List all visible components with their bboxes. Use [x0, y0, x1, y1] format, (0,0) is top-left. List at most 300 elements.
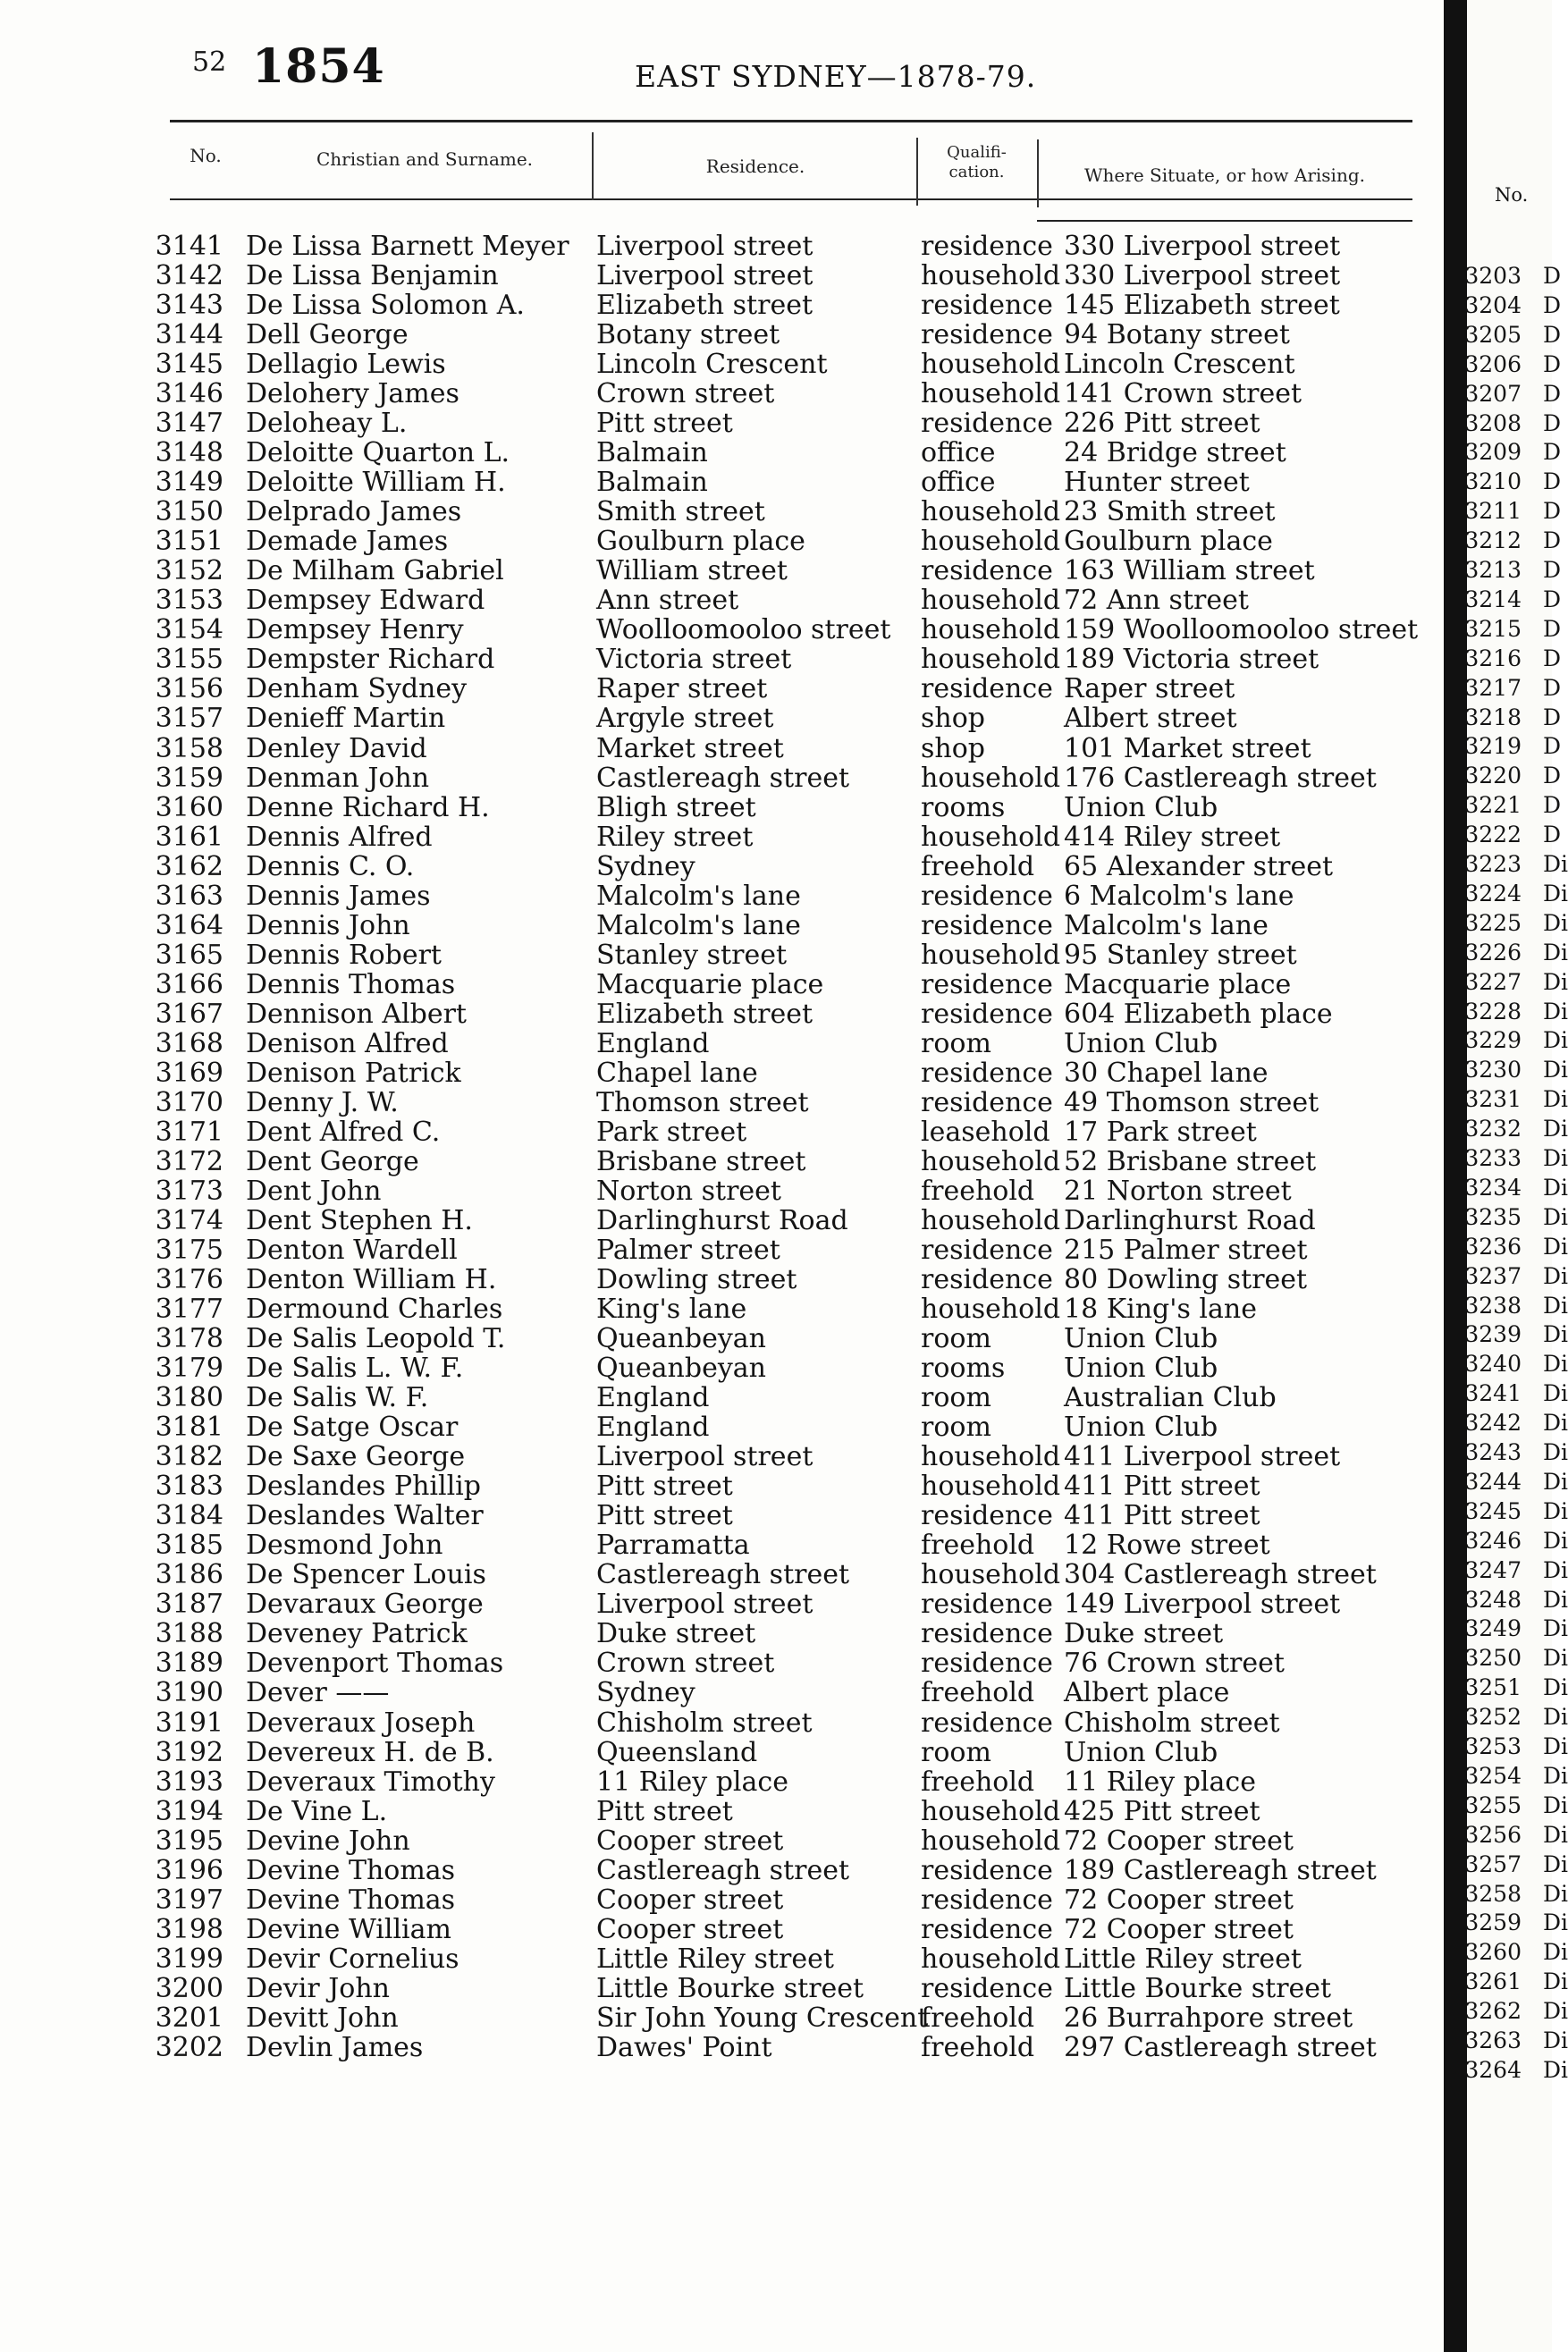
- entry-residence: William street: [596, 555, 788, 587]
- entry-number: 3173: [155, 1175, 223, 1207]
- adjacent-row: [1463, 763, 1561, 788]
- table-row: [0, 1707, 1444, 1737]
- entry-number: 3161: [155, 821, 223, 853]
- table-row: [0, 1766, 1444, 1796]
- entry-qualification: household: [921, 821, 1061, 853]
- entry-qualification: household: [921, 1943, 1061, 1975]
- adjacent-entry-number: 3243: [1464, 1439, 1522, 1465]
- entry-where: 159 Woolloomooloo street: [1064, 614, 1419, 646]
- entry-where: Albert street: [1064, 703, 1237, 735]
- table-row: [0, 1796, 1444, 1825]
- adjacent-row: [1463, 969, 1568, 995]
- entry-qualification: residence: [921, 1589, 1053, 1621]
- entry-residence: Woolloomooloo street: [596, 614, 891, 646]
- adjacent-row: [1463, 1998, 1568, 2024]
- entry-name: De Salis L. W. F.: [246, 1353, 464, 1385]
- table-row: [0, 881, 1444, 910]
- entry-where: Union Club: [1064, 1353, 1218, 1385]
- adjacent-row: [1463, 1116, 1568, 1142]
- column-divider: [1037, 139, 1039, 207]
- entry-qualification: residence: [921, 1854, 1053, 1886]
- entry-where: 101 Market street: [1064, 732, 1311, 764]
- entry-qualification: household: [921, 644, 1061, 676]
- entry-residence: Market street: [596, 732, 784, 764]
- adjacent-row: [1463, 527, 1561, 553]
- entry-qualification: household: [921, 1441, 1061, 1473]
- entry-number: 3147: [155, 408, 223, 440]
- entry-residence: Palmer street: [596, 1235, 780, 1267]
- entry-name: Denman John: [246, 762, 430, 794]
- adjacent-entry-initial: D: [1543, 527, 1562, 554]
- entry-residence: Sir John Young Crescent: [596, 2002, 929, 2034]
- entry-where: Goulburn place: [1064, 526, 1273, 558]
- entry-residence: Norton street: [596, 1175, 781, 1207]
- entry-where: 425 Pitt street: [1064, 1795, 1260, 1827]
- entry-name: Dellagio Lewis: [246, 349, 446, 381]
- adjacent-entry-initial: Di: [1543, 1321, 1568, 1348]
- entry-where: 12 Rowe street: [1064, 1530, 1270, 1562]
- entry-residence: Liverpool street: [596, 1589, 814, 1621]
- entry-qualification: leasehold: [921, 1116, 1050, 1148]
- entry-qualification: household: [921, 762, 1061, 794]
- header-where: Where Situate, or how Arising.: [1083, 164, 1365, 186]
- entry-where: 149 Liverpool street: [1064, 1589, 1341, 1621]
- adjacent-row: [1463, 1557, 1568, 1583]
- table-row: [0, 585, 1444, 617]
- entry-name: De Spencer Louis: [246, 1559, 486, 1591]
- entry-number: 3167: [155, 998, 223, 1030]
- entry-where: Union Club: [1064, 1027, 1218, 1059]
- header-qualification: Qualifi-cation.: [947, 143, 1007, 181]
- table-row: [0, 1618, 1444, 1648]
- entry-residence: Pitt street: [596, 1795, 733, 1827]
- adjacent-row: [1463, 1234, 1568, 1260]
- entry-name: Dennis C. O.: [246, 850, 415, 882]
- entry-where: Union Club: [1064, 1323, 1218, 1355]
- entry-residence: England: [596, 1027, 710, 1059]
- table-row: [0, 1353, 1444, 1385]
- entry-name: De Saxe George: [246, 1441, 466, 1473]
- entry-where: 76 Crown street: [1064, 1648, 1285, 1680]
- entry-qualification: residence: [921, 1648, 1053, 1680]
- entry-where: 304 Castlereagh street: [1064, 1559, 1377, 1591]
- entry-where: Darlinghurst Road: [1064, 1204, 1316, 1236]
- table-row: [0, 1471, 1444, 1503]
- adjacent-entry-number: 3232: [1464, 1116, 1522, 1142]
- entry-qualification: residence: [921, 909, 1053, 941]
- entry-residence: Victoria street: [596, 644, 792, 676]
- entry-qualification: rooms: [921, 1353, 1006, 1385]
- table-row: [0, 408, 1444, 440]
- adjacent-entry-initial: Di: [1543, 880, 1568, 906]
- adjacent-row: [1463, 1939, 1568, 1965]
- entry-name: Denison Alfred: [246, 1027, 449, 1059]
- adjacent-row: [1463, 1351, 1568, 1377]
- table-row: [0, 319, 1444, 349]
- adjacent-entry-number: 3209: [1464, 439, 1522, 466]
- table-row: [0, 260, 1444, 290]
- adjacent-entry-number: 3217: [1464, 674, 1522, 701]
- entry-name: Deslandes Walter: [246, 1500, 484, 1532]
- adjacent-entry-initial: Di: [1543, 909, 1568, 936]
- adjacent-row: [1463, 1380, 1568, 1406]
- entry-name: Denieff Martin: [246, 703, 446, 735]
- adjacent-entry-initial: D: [1543, 291, 1562, 318]
- adjacent-entry-number: 3253: [1464, 1733, 1522, 1759]
- adjacent-entry-number: 3255: [1464, 1791, 1522, 1818]
- entry-where: 189 Castlereagh street: [1064, 1854, 1377, 1886]
- entry-name: Desmond John: [246, 1530, 443, 1562]
- adjacent-row: [1463, 1263, 1568, 1289]
- table-row: [0, 1235, 1444, 1267]
- entry-number: 3172: [155, 1145, 223, 1177]
- entry-name: Devir John: [246, 1972, 390, 2004]
- entry-number: 3142: [155, 260, 223, 292]
- entry-name: Denton Wardell: [246, 1235, 458, 1267]
- adjacent-row: [1463, 1822, 1568, 1848]
- adjacent-entry-number: 3240: [1464, 1351, 1522, 1378]
- entry-number: 3201: [155, 2002, 223, 2034]
- table-row: [0, 467, 1444, 499]
- table-row: [0, 1323, 1444, 1353]
- adjacent-entry-initial: Di: [1543, 1497, 1568, 1524]
- entry-where: 18 King's lane: [1064, 1294, 1257, 1326]
- column-divider: [592, 132, 594, 200]
- adjacent-row: [1463, 322, 1561, 348]
- table-row: [0, 1205, 1444, 1235]
- entry-residence: Bligh street: [596, 791, 756, 823]
- entry-number: 3181: [155, 1412, 223, 1444]
- entry-qualification: household: [921, 526, 1061, 558]
- table-row: [0, 1737, 1444, 1766]
- adjacent-entry-initial: Di: [1543, 1116, 1568, 1142]
- entry-number: 3183: [155, 1471, 223, 1503]
- adjacent-entry-number: 3224: [1464, 880, 1522, 906]
- entry-qualification: residence: [921, 673, 1053, 705]
- adjacent-entry-number: 3206: [1464, 350, 1522, 377]
- adjacent-entry-number: 3234: [1464, 1174, 1522, 1201]
- entry-residence: Goulburn place: [596, 526, 805, 558]
- entry-residence: Balmain: [596, 467, 708, 499]
- adjacent-entry-initial: Di: [1543, 1968, 1568, 1995]
- adjacent-entry-initial: Di: [1543, 1145, 1568, 1171]
- entry-residence: Chisholm street: [596, 1707, 813, 1739]
- adjacent-entry-number: 3207: [1464, 380, 1522, 407]
- entry-name: De Satge Oscar: [246, 1412, 459, 1444]
- entry-name: Denison Patrick: [246, 1057, 461, 1089]
- table-row: [0, 969, 1444, 999]
- entry-qualification: residence: [921, 1086, 1053, 1118]
- adjacent-entry-initial: D: [1543, 468, 1562, 495]
- entry-residence: Brisbane street: [596, 1145, 806, 1177]
- entry-qualification: residence: [921, 1500, 1053, 1532]
- adjacent-row: [1463, 881, 1568, 906]
- table-row: [0, 437, 1444, 467]
- entry-name: Deveney Patrick: [246, 1618, 468, 1650]
- entry-qualification: household: [921, 1145, 1061, 1177]
- adjacent-entry-initial: D: [1543, 586, 1562, 612]
- entry-where: 72 Cooper street: [1064, 1913, 1294, 1945]
- entry-number: 3182: [155, 1441, 223, 1473]
- adjacent-row: [1463, 1321, 1568, 1347]
- entry-number: 3166: [155, 968, 223, 1000]
- table-row: [0, 378, 1444, 408]
- entry-residence: Chapel lane: [596, 1057, 758, 1089]
- adjacent-row: [1463, 557, 1561, 583]
- entry-name: De Lissa Barnett Meyer: [246, 231, 569, 262]
- entry-number: 3180: [155, 1382, 223, 1414]
- entry-qualification: freehold: [921, 1766, 1035, 1798]
- adjacent-row: [1463, 263, 1561, 289]
- table-row: [0, 1500, 1444, 1530]
- adjacent-row: [1463, 792, 1561, 818]
- entry-name: Devine Thomas: [246, 1884, 456, 1916]
- entry-name: Demade James: [246, 526, 449, 558]
- header-name: Christian and Surname.: [316, 148, 534, 170]
- entry-number: 3170: [155, 1086, 223, 1118]
- table-row: [0, 1058, 1444, 1087]
- entry-residence: Stanley street: [596, 939, 788, 971]
- entry-residence: Ann street: [596, 585, 739, 617]
- entry-where: 24 Bridge street: [1064, 437, 1286, 469]
- adjacent-entry-initial: D: [1543, 822, 1562, 848]
- adjacent-entry-initial: Di: [1543, 1292, 1568, 1319]
- entry-where: Little Bourke street: [1064, 1972, 1332, 2004]
- entry-where: 414 Riley street: [1064, 821, 1281, 853]
- entry-number: 3163: [155, 880, 223, 912]
- adjacent-entry-initial: Di: [1543, 1615, 1568, 1642]
- adjacent-entry-initial: D: [1543, 263, 1562, 289]
- entry-residence: Elizabeth street: [596, 998, 814, 1030]
- adjacent-entry-number: 3247: [1464, 1556, 1522, 1583]
- table-row: [0, 1264, 1444, 1294]
- entry-where: 163 William street: [1064, 555, 1315, 587]
- entry-where: 30 Chapel lane: [1064, 1057, 1269, 1089]
- adjacent-entry-number: 3237: [1464, 1262, 1522, 1289]
- adjacent-entry-initial: Di: [1543, 1586, 1568, 1613]
- adjacent-row: [1463, 351, 1561, 377]
- adjacent-entry-initial: Di: [1543, 1262, 1568, 1289]
- adjacent-entry-initial: D: [1543, 439, 1562, 466]
- entry-where: 21 Norton street: [1064, 1175, 1292, 1207]
- adjacent-entry-number: 3238: [1464, 1292, 1522, 1319]
- adjacent-entry-number: 3249: [1464, 1615, 1522, 1642]
- adjacent-row: [1463, 1763, 1568, 1789]
- adjacent-row: [1463, 1498, 1568, 1524]
- entry-qualification: household: [921, 614, 1061, 646]
- adjacent-entry-initial: Di: [1543, 1351, 1568, 1378]
- adjacent-entry-number: 3244: [1464, 1468, 1522, 1495]
- adjacent-entry-initial: Di: [1543, 1909, 1568, 1936]
- entry-where: 23 Smith street: [1064, 496, 1276, 528]
- adjacent-row: [1463, 2057, 1568, 2083]
- adjacent-row: [1463, 2027, 1568, 2053]
- header-bottom-rule: [170, 198, 1412, 200]
- adjacent-row: [1463, 733, 1561, 759]
- entry-number: 3202: [155, 2031, 223, 2063]
- adjacent-entry-initial: Di: [1543, 1086, 1568, 1113]
- entry-residence: Queanbeyan: [596, 1323, 766, 1355]
- table-row: [0, 2002, 1444, 2032]
- adjacent-entry-number: 3246: [1464, 1527, 1522, 1554]
- entry-where: 72 Ann street: [1064, 585, 1249, 617]
- entry-number: 3187: [155, 1589, 223, 1621]
- entry-residence: Botany street: [596, 319, 780, 351]
- entry-name: Devlin James: [246, 2031, 424, 2063]
- entry-residence: Cooper street: [596, 1913, 784, 1945]
- adjacent-row: [1463, 1528, 1568, 1554]
- table-row: [0, 1028, 1444, 1058]
- entry-residence: Sydney: [596, 1677, 695, 1709]
- adjacent-row: [1463, 1204, 1568, 1230]
- entry-name: Devine Thomas: [246, 1854, 456, 1886]
- entry-where: 80 Dowling street: [1064, 1264, 1308, 1296]
- adjacent-row: [1463, 940, 1568, 965]
- adjacent-entry-initial: D: [1543, 498, 1562, 525]
- adjacent-entry-number: 3228: [1464, 998, 1522, 1024]
- entry-name: De Milham Gabriel: [246, 555, 504, 587]
- entry-name: Dempster Richard: [246, 644, 495, 676]
- adjacent-row: [1463, 1909, 1568, 1935]
- adjacent-entry-number: 3257: [1464, 1850, 1522, 1877]
- entry-residence: Malcolm's lane: [596, 880, 801, 912]
- adjacent-entry-number: 3212: [1464, 527, 1522, 554]
- adjacent-entry-number: 3239: [1464, 1321, 1522, 1348]
- adjacent-row: [1463, 1704, 1568, 1730]
- entry-name: Dennis James: [246, 880, 431, 912]
- entry-qualification: residence: [921, 408, 1053, 440]
- table-row: [0, 910, 1444, 940]
- entry-where: Duke street: [1064, 1618, 1224, 1650]
- adjacent-row: [1463, 1968, 1568, 1994]
- entry-where: Little Riley street: [1064, 1943, 1302, 1975]
- entry-name: Dent Alfred C.: [246, 1116, 441, 1148]
- entry-residence: Queanbeyan: [596, 1353, 766, 1385]
- adjacent-entry-initial: Di: [1543, 998, 1568, 1024]
- adjacent-entry-number: 3259: [1464, 1909, 1522, 1936]
- entry-number: 3196: [155, 1854, 223, 1886]
- entry-number: 3179: [155, 1353, 223, 1385]
- entry-name: Deloitte Quarton L.: [246, 437, 510, 469]
- entry-name: Denham Sydney: [246, 673, 468, 705]
- entry-number: 3145: [155, 349, 223, 381]
- entry-number: 3162: [155, 850, 223, 882]
- entry-qualification: freehold: [921, 850, 1035, 882]
- entry-qualification: household: [921, 260, 1061, 292]
- adjacent-row: [1463, 410, 1561, 436]
- entry-residence: 11 Riley place: [596, 1766, 788, 1798]
- entry-where: 176 Castlereagh street: [1064, 762, 1377, 794]
- entry-name: Dennis Alfred: [246, 821, 433, 853]
- entry-qualification: residence: [921, 880, 1053, 912]
- table-row: [0, 1648, 1444, 1680]
- adjacent-entry-number: 3210: [1464, 468, 1522, 495]
- entry-where: 604 Elizabeth place: [1064, 998, 1333, 1030]
- adjacent-entry-initial: Di: [1543, 2056, 1568, 2083]
- entry-qualification: freehold: [921, 1677, 1035, 1709]
- entry-residence: Little Riley street: [596, 1943, 834, 1975]
- entry-number: 3192: [155, 1736, 223, 1768]
- adjacent-entry-initial: Di: [1543, 939, 1568, 965]
- entry-residence: Argyle street: [596, 703, 774, 735]
- entry-qualification: household: [921, 939, 1061, 971]
- table-row: [0, 1825, 1444, 1855]
- entry-residence: Duke street: [596, 1618, 756, 1650]
- entry-where: 215 Palmer street: [1064, 1235, 1308, 1267]
- entry-name: Denny J. W.: [246, 1086, 399, 1118]
- entry-number: 3186: [155, 1559, 223, 1591]
- table-row: [0, 792, 1444, 822]
- table-row: [0, 1412, 1444, 1444]
- adjacent-row: [1463, 910, 1568, 936]
- adjacent-entry-initial: D: [1543, 615, 1562, 642]
- adjacent-entry-initial: Di: [1543, 1821, 1568, 1848]
- entry-number: 3177: [155, 1294, 223, 1326]
- adjacent-entry-number: 3214: [1464, 586, 1522, 612]
- entry-number: 3198: [155, 1913, 223, 1945]
- entry-residence: Crown street: [596, 1648, 775, 1680]
- entry-qualification: rooms: [921, 791, 1006, 823]
- entry-number: 3174: [155, 1204, 223, 1236]
- entry-residence: Dowling street: [596, 1264, 797, 1296]
- entry-number: 3149: [155, 467, 223, 499]
- adjacent-entry-initial: D: [1543, 792, 1562, 819]
- adjacent-row: [1463, 1674, 1568, 1700]
- header-top-rule: [170, 120, 1412, 122]
- table-row: [0, 1914, 1444, 1943]
- adjacent-row: [1463, 645, 1561, 671]
- entry-number: 3156: [155, 673, 223, 705]
- entry-residence: Macquarie place: [596, 968, 824, 1000]
- adjacent-entry-number: 3218: [1464, 704, 1522, 730]
- adjacent-entry-number: 3262: [1464, 1998, 1522, 2025]
- entry-residence: Sydney: [596, 850, 695, 882]
- entry-name: Dent George: [246, 1145, 419, 1177]
- entry-number: 3157: [155, 703, 223, 735]
- entry-name: Devitt John: [246, 2002, 399, 2034]
- entry-where: 72 Cooper street: [1064, 1825, 1294, 1857]
- entry-number: 3151: [155, 526, 223, 558]
- entry-where: 95 Stanley street: [1064, 939, 1297, 971]
- entry-name: Devereux H. de B.: [246, 1736, 494, 1768]
- adjacent-entry-initial: D: [1543, 733, 1562, 760]
- entry-residence: Liverpool street: [596, 1441, 814, 1473]
- table-row: [0, 1176, 1444, 1205]
- entry-where: 330 Liverpool street: [1064, 231, 1341, 262]
- adjacent-entry-initial: Di: [1543, 1674, 1568, 1701]
- adjacent-entry-number: 3211: [1464, 498, 1522, 525]
- adjacent-entry-number: 3205: [1464, 321, 1522, 348]
- adjacent-entry-number: 3235: [1464, 1203, 1522, 1230]
- entry-where: Australian Club: [1064, 1382, 1277, 1414]
- table-row: [0, 1294, 1444, 1326]
- entry-number: 3189: [155, 1648, 223, 1680]
- entry-qualification: residence: [921, 319, 1053, 351]
- adjacent-entry-number: 3203: [1464, 263, 1522, 289]
- adjacent-row: [1463, 851, 1568, 877]
- adjacent-entry-number: 3208: [1464, 409, 1522, 436]
- entry-qualification: residence: [921, 998, 1053, 1030]
- entry-name: Devaraux George: [246, 1589, 484, 1621]
- adjacent-row: [1463, 616, 1561, 642]
- adjacent-entry-number: 3248: [1464, 1586, 1522, 1613]
- entry-name: Delohery James: [246, 378, 459, 410]
- entry-name: Deveraux Joseph: [246, 1707, 476, 1739]
- entry-residence: Balmain: [596, 437, 708, 469]
- table-row: [0, 1973, 1444, 2002]
- adjacent-entry-initial: Di: [1543, 1174, 1568, 1201]
- entry-number: 3195: [155, 1825, 223, 1857]
